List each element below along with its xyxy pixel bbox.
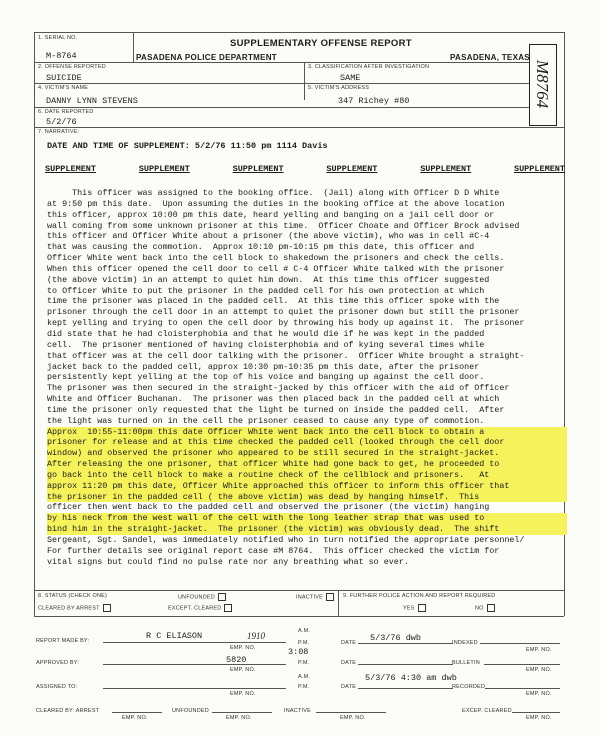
pm-label: P.M. [298,640,310,646]
recorded-line [485,688,560,689]
narrative-line: Officer White went back into the cell block to shakedown the prisoners and check the cells. [47,253,505,264]
indexed-line [480,643,560,644]
header-divider-4 [34,127,564,128]
cleared-inactive-line [316,712,386,713]
victim-address-label: 5. VICTIM'S ADDRESS [308,85,370,91]
narrative-line: this officer and Officer White about a prisoner (the above victim), who was in cell #C-4 [47,231,490,242]
narrative-line: that was causing the commotion. Approx 10:10 pm-10:15 pm this date, this officer and [47,242,475,253]
yes-option [403,604,426,612]
recorded-date-value: 5/3/76 4:30 am dwb [365,673,457,683]
narrative-line: This officer was assigned to the booking office. (Jail) along with Officer D D White [47,188,500,198]
approved-by-line [103,664,286,665]
bulletin-line [484,664,560,665]
narrative-line-highlighted: the prisoner in the padded cell ( the above victim) was dead by hanging himself. This [47,492,567,503]
bulletin-emp-no-label: EMP. NO. [526,667,552,673]
except-cleared-line [512,712,560,713]
supplement-word: SUPPLEMENT [420,164,472,174]
narrative-line-highlighted: approx 11:20 pm this date, Officer White approached this officer to inform this officer that [47,481,567,492]
cleared-by-arrest-label: CLEARED BY ARREST [38,605,100,612]
except-cleared-emp-no-label: EMP. NO. [526,715,552,721]
narrative-line: prisoner through the cell door in an attempt to quiet the prisoner down but still the prisoner [47,307,520,318]
victim-name-value: DANNY LYNN STEVENS [46,96,138,106]
except-cleared-label: EXCEP. CLEARED [462,708,512,714]
supplement-banner [45,164,565,174]
cleared-unfounded-label: UNFOUNDED [172,708,209,714]
narrative-line: wall coming from some unknown prisoner at this time. Officer Choate and Officer Brock advised [47,220,520,231]
approved-pm-label: P.M. [298,660,310,666]
narrative-line: this officer, approx 10:00 pm this date, heard yelling and banging on a jail cell door or [47,209,495,220]
classification-label: 3. CLASSIFICATION AFTER INVESTIGATION [308,64,430,70]
narrative-line-highlighted: window) and observed the prisoner who appeared to be still secured in the straight-jacket. [47,448,567,459]
header-divider-2 [34,83,529,84]
no-checkbox[interactable] [487,604,495,612]
report-title: SUPPLEMENTARY OFFENSE REPORT [230,38,412,49]
unfounded-option [178,593,226,601]
approved-date-label: DATE [341,660,357,666]
narrative-line-highlighted: go back into the cell block to make a routine check of the cellblock and prisoners. At [47,470,567,481]
inactive-label: INACTIVE [296,594,323,601]
cleared-inactive-label: INACTIVE [284,708,311,714]
victim-name-label: 4. VICTIM'S NAME [38,85,89,91]
approved-by-value: 5820 [226,655,247,665]
recorded-label: RECORDED [452,684,486,690]
supplement-word: SUPPLEMENT [513,164,565,174]
narrative-line: time the prisoner was placed in the padded cell. At this time this officer spoke with the [47,296,500,307]
exception-cleared-option [168,604,232,612]
approved-emp-no-label: EMP. NO. [230,667,256,673]
assigned-date-label: DATE [341,684,357,690]
cleared-arrest-line [112,712,162,713]
narrative-line-highlighted: After releasing the one prisoner, that officer White had gone back to get, he proceeded to [47,459,567,470]
narrative-label: 7. NARRATIVE: [38,129,80,135]
status-top-border [34,590,564,591]
narrative-line-highlighted: Approx 10:55-11:00pm this date Officer White went back into the cell block to obtain a [47,427,567,438]
department-name: PASADENA POLICE DEPARTMENT [136,53,277,62]
header-divider-3 [34,107,529,108]
yes-checkbox[interactable] [418,604,426,612]
cleared-by-label: CLEARED BY: ARREST [36,708,100,714]
assigned-am-label: A.M. [298,674,311,680]
narrative-line: officer then went back to the padded cell and observed the prisoner (the victim) hanging [47,502,490,513]
header-divider-1 [34,62,529,63]
narrative-line: the light was turned on in the cell the prisoner ceased to cause any type of commotion. [47,415,485,426]
offense-value: SUICIDE [46,73,82,83]
exception-cleared-checkbox[interactable] [224,604,232,612]
serial-divider [133,32,134,62]
assigned-date-line [358,688,453,689]
inactive-checkbox[interactable] [326,593,334,601]
narrative-line: Sergeant, Sgt. Sandel, was immediately notified who in turn notified the appropriate personnel/ [47,535,525,545]
assigned-to-label: ASSIGNED TO: [36,684,78,690]
yes-label: YES [403,605,415,612]
badge-number-value: 1910 [247,631,265,641]
department-city: PASADENA, TEXAS [450,53,530,62]
status-bottom-border [34,616,564,617]
supplement-word: SUPPLEMENT [232,164,284,174]
supplement-date-time: DATE AND TIME OF SUPPLEMENT: 5/2/76 11:50 pm 1114 Davis [47,141,328,151]
classification-value: SAME [340,73,361,83]
status-divider [338,590,339,616]
narrative-line: (the above victim) in an attempt to quiet him down. At this time this officer suggested [47,274,490,285]
further-action-label: 9. FURTHER POLICE ACTION AND REPORT REQUIRED [343,593,496,599]
offense-label: 2. OFFENSE REPORTED [38,64,106,70]
narrative-line: did state that he had cloisterphobia and that he would die if he was kept in the padded [47,328,485,339]
cleared-by-arrest-checkbox[interactable] [103,604,111,612]
cleared-unfounded-emp-no-label: EMP. NO. [226,715,252,721]
indexed-emp-no-label: EMP. NO. [526,647,552,653]
report-made-by-label: REPORT MADE BY: [36,638,90,644]
supplement-word: SUPPLEMENT [138,164,190,174]
inactive-option [296,593,334,601]
status-label: 8. STATUS (CHECK ONE) [38,593,108,599]
no-label: NO [475,605,484,612]
exception-cleared-label: EXCEPT. CLEARED [168,605,222,612]
assigned-emp-no-label: EMP. NO. [230,691,256,697]
recorded-emp-no-label: EMP. NO. [526,691,552,697]
serial-value: M-8764 [46,51,77,61]
cleared-unfounded-line [212,712,272,713]
report-made-by-value: R C ELIASON [146,631,203,641]
narrative-line: For further details see original report case #M 8764. This officer checked the victim for [47,545,500,556]
narrative-line: jacket back to the padded cell, approx 10:30 pm-10:35 pm this date, after the prisoner [47,361,480,372]
narrative-line-highlighted: by his neck from the west wall of the cell with the long leather strap that was used to [47,513,567,524]
indexed-label: INDEXED [452,640,478,646]
narrative-line: When this officer opened the cell door to cell # C-4 Officer White talked with the prisoner [47,263,505,274]
approved-date-line [358,664,453,665]
approved-by-label: APPROVED BY: [36,660,80,666]
unfounded-label: UNFOUNDED [178,594,215,601]
narrative-line: kept yelling and trying to open the cell door by throwing his body up against it. The prisoner [47,318,525,329]
assigned-to-line [103,688,286,689]
narrative-line: that officer was at the cell door talking with the prisoner. Officer White brought a straight- [47,350,525,361]
narrative-line: White and Officer Buchanan. The prisoner was then placed back in the padded cell at which [47,394,500,405]
narrative-line: time the prisoner only requested that the light be turned on inside the padded cell. After [47,404,505,415]
cleared-by-arrest-option [38,604,111,612]
report-made-by-line [103,642,286,643]
frame-top-border [34,32,564,33]
narrative-line: The prisoner was then secured in the straight-jacked by this officer with the aid of Officer [47,383,510,394]
date-label: DATE [341,640,357,646]
narrative-line: at 9:50 pm this date. Upon assuming the duties in the booking office at the above location [47,198,505,209]
serial-label: 1. SERIAL NO. [38,35,78,41]
case-number-stamp-text: M8764 [533,59,552,109]
cleared-emp-no-label: EMP. NO. [122,715,148,721]
victim-address-value: 347 Richey #80 [338,96,410,106]
date-reported-value: 5/2/76 [46,117,77,127]
am-label: A.M. [298,628,311,634]
date-reported-label: 6. DATE REPORTED [38,109,94,115]
unfounded-checkbox[interactable] [218,593,226,601]
row2-divider [304,62,305,100]
bulletin-label: BULLETIN [452,660,480,666]
supplement-word: SUPPLEMENT [45,164,97,174]
assigned-pm-label: P.M. [298,684,310,690]
narrative-line-highlighted: prisoner for release and at this time checked the padded cell (looked through the cell door [47,437,567,448]
cleared-inactive-emp-no-label: EMP. NO. [340,715,366,721]
narrative-line: vital signs but could find no pulse rate nor any breathing what so ever. [47,556,409,567]
supplement-word: SUPPLEMENT [326,164,378,174]
narrative-line-highlighted: bind him in the straight-jacket. The prisoner (the victim) was obviously dead. The shift [47,524,567,535]
emp-no-label: EMP. NO. [230,645,256,651]
time-value: 3:08 [288,647,309,657]
narrative-line: to Officer White to put the prisoner in the padded cell for his own protection at which [47,285,485,296]
no-option [475,604,495,612]
narrative-body [47,188,567,568]
frame-left-border [34,32,35,616]
date-line [358,643,453,644]
narrative-line: persistently kept yelling at the top of his voice and banging up against the cell door. [47,372,485,383]
narrative-line: cell. The prisoner mentioned of having cloisterphobia and of kying several times while [47,339,485,350]
date-value: 5/3/76 dwb [370,633,422,643]
